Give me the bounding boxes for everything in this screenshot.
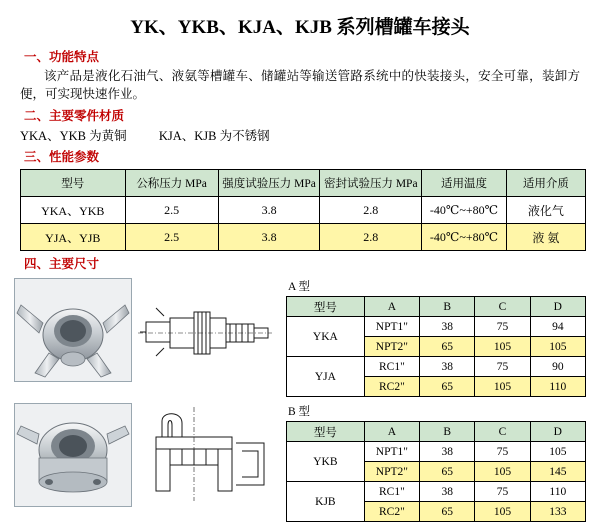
dimB-col-1: A	[364, 422, 419, 442]
dimA-r1-c3: 105	[475, 337, 530, 357]
table-row	[21, 224, 586, 251]
dimA-r3-c2: 65	[420, 377, 475, 397]
dimB-r0-c3: 75	[475, 442, 530, 462]
dimA-r2-c4: 90	[530, 357, 585, 377]
dimA-col-0: 型号	[287, 297, 365, 317]
dimB-r2-c4: 110	[530, 482, 585, 502]
dimension-block-a	[14, 278, 586, 397]
dimB-r1-c3: 105	[475, 462, 530, 482]
perf-r1-c5: 液 氨	[506, 224, 585, 251]
table-header-row	[287, 297, 586, 317]
dimB-r2-c1: RC1"	[364, 482, 419, 502]
dimA-col-4: D	[530, 297, 585, 317]
technical-drawing-a	[136, 278, 276, 382]
dimB-r1-c2: 65	[420, 462, 475, 482]
dimB-r2-c2: 38	[420, 482, 475, 502]
features-paragraph: 该产品是液化石油气、液氨等槽罐车、储罐站等输送管路系统中的快装接头，安全可靠，装卸方便，可实现快速作业。	[20, 69, 580, 102]
table-row	[287, 317, 586, 337]
dimB-r0-model: YKB	[287, 442, 365, 482]
perf-col-3: 密封试验压力 MPa	[320, 170, 422, 197]
perf-col-2: 强度试验压力 MPa	[218, 170, 320, 197]
dimA-r0-c3: 75	[475, 317, 530, 337]
dimensions-section	[14, 278, 586, 522]
dimA-r2-c1: RC1"	[364, 357, 419, 377]
perf-col-0: 型号	[21, 170, 126, 197]
product-photo-b	[14, 403, 132, 507]
product-photo-a	[14, 278, 132, 382]
dimB-r3-c3: 105	[475, 502, 530, 522]
perf-col-5: 适用介质	[506, 170, 585, 197]
dimA-r0-c1: NPT1"	[364, 317, 419, 337]
dimA-r2-model: YJA	[287, 357, 365, 397]
materials-line	[20, 126, 586, 144]
dimension-block-b	[14, 403, 586, 522]
dimB-r3-c2: 65	[420, 502, 475, 522]
section-heading-dimensions: 四、主要尺寸	[24, 257, 100, 272]
dimA-r2-c2: 38	[420, 357, 475, 377]
dimB-r0-c2: 38	[420, 442, 475, 462]
type-label-b: B 型	[288, 406, 311, 419]
perf-r1-c1: 2.5	[125, 224, 218, 251]
dimB-col-4: D	[530, 422, 585, 442]
dimA-r0-model: YKA	[287, 317, 365, 357]
dimB-r3-c1: RC2"	[364, 502, 419, 522]
perf-col-1: 公称压力 MPa	[125, 170, 218, 197]
table-row	[287, 442, 586, 462]
perf-r0-c0: YKA、YKB	[21, 197, 126, 224]
dimA-r0-c4: 94	[530, 317, 585, 337]
section-heading-performance: 三、性能参数	[24, 150, 100, 165]
dimB-r1-c4: 145	[530, 462, 585, 482]
perf-r1-c3: 2.8	[320, 224, 422, 251]
perf-r0-c5: 液化气	[506, 197, 585, 224]
dimB-r1-c1: NPT2"	[364, 462, 419, 482]
dimA-col-1: A	[364, 297, 419, 317]
materials-left: YKA、YKB 为黄铜	[20, 129, 127, 144]
dimB-r2-c3: 75	[475, 482, 530, 502]
dimension-table-a	[286, 296, 586, 397]
perf-r1-c4: -40℃~+80℃	[422, 224, 507, 251]
dimA-r1-c2: 65	[420, 337, 475, 357]
dimA-r0-c2: 38	[420, 317, 475, 337]
dimB-r3-c4: 133	[530, 502, 585, 522]
perf-r0-c2: 3.8	[218, 197, 320, 224]
table-header-row	[287, 422, 586, 442]
perf-r1-c0: YJA、YJB	[21, 224, 126, 251]
perf-r0-c3: 2.8	[320, 197, 422, 224]
materials-right: KJA、KJB 为不锈钢	[158, 129, 270, 144]
dimension-table-b-wrap	[286, 403, 586, 522]
page-title: YK、YKB、KJA、KJB 系列槽罐车接头	[130, 17, 470, 38]
dimA-r3-c3: 105	[475, 377, 530, 397]
dimA-r1-c1: NPT2"	[364, 337, 419, 357]
dimA-r2-c3: 75	[475, 357, 530, 377]
table-row	[287, 357, 586, 377]
dimA-r1-c4: 105	[530, 337, 585, 357]
dimB-r0-c1: NPT1"	[364, 442, 419, 462]
section-heading-materials: 二、主要零件材质	[24, 109, 125, 124]
dimA-col-2: B	[420, 297, 475, 317]
perf-r0-c4: -40℃~+80℃	[422, 197, 507, 224]
dimension-table-a-wrap	[286, 278, 586, 397]
table-row	[21, 197, 586, 224]
dimB-col-0: 型号	[287, 422, 365, 442]
technical-drawing-b	[136, 403, 276, 507]
dimB-r2-model: KJB	[287, 482, 365, 522]
dimA-r3-c4: 110	[530, 377, 585, 397]
dimA-col-3: C	[475, 297, 530, 317]
table-header-row	[21, 170, 586, 197]
dimB-col-3: C	[475, 422, 530, 442]
perf-r0-c1: 2.5	[125, 197, 218, 224]
type-label-a: A 型	[288, 281, 311, 294]
dimension-table-b	[286, 421, 586, 522]
perf-col-4: 适用温度	[422, 170, 507, 197]
section-heading-features: 一、功能特点	[24, 50, 100, 64]
performance-table	[20, 169, 586, 251]
table-row	[287, 482, 586, 502]
dimB-r0-c4: 105	[530, 442, 585, 462]
dimA-r3-c1: RC2"	[364, 377, 419, 397]
perf-r1-c2: 3.8	[218, 224, 320, 251]
dimB-col-2: B	[420, 422, 475, 442]
